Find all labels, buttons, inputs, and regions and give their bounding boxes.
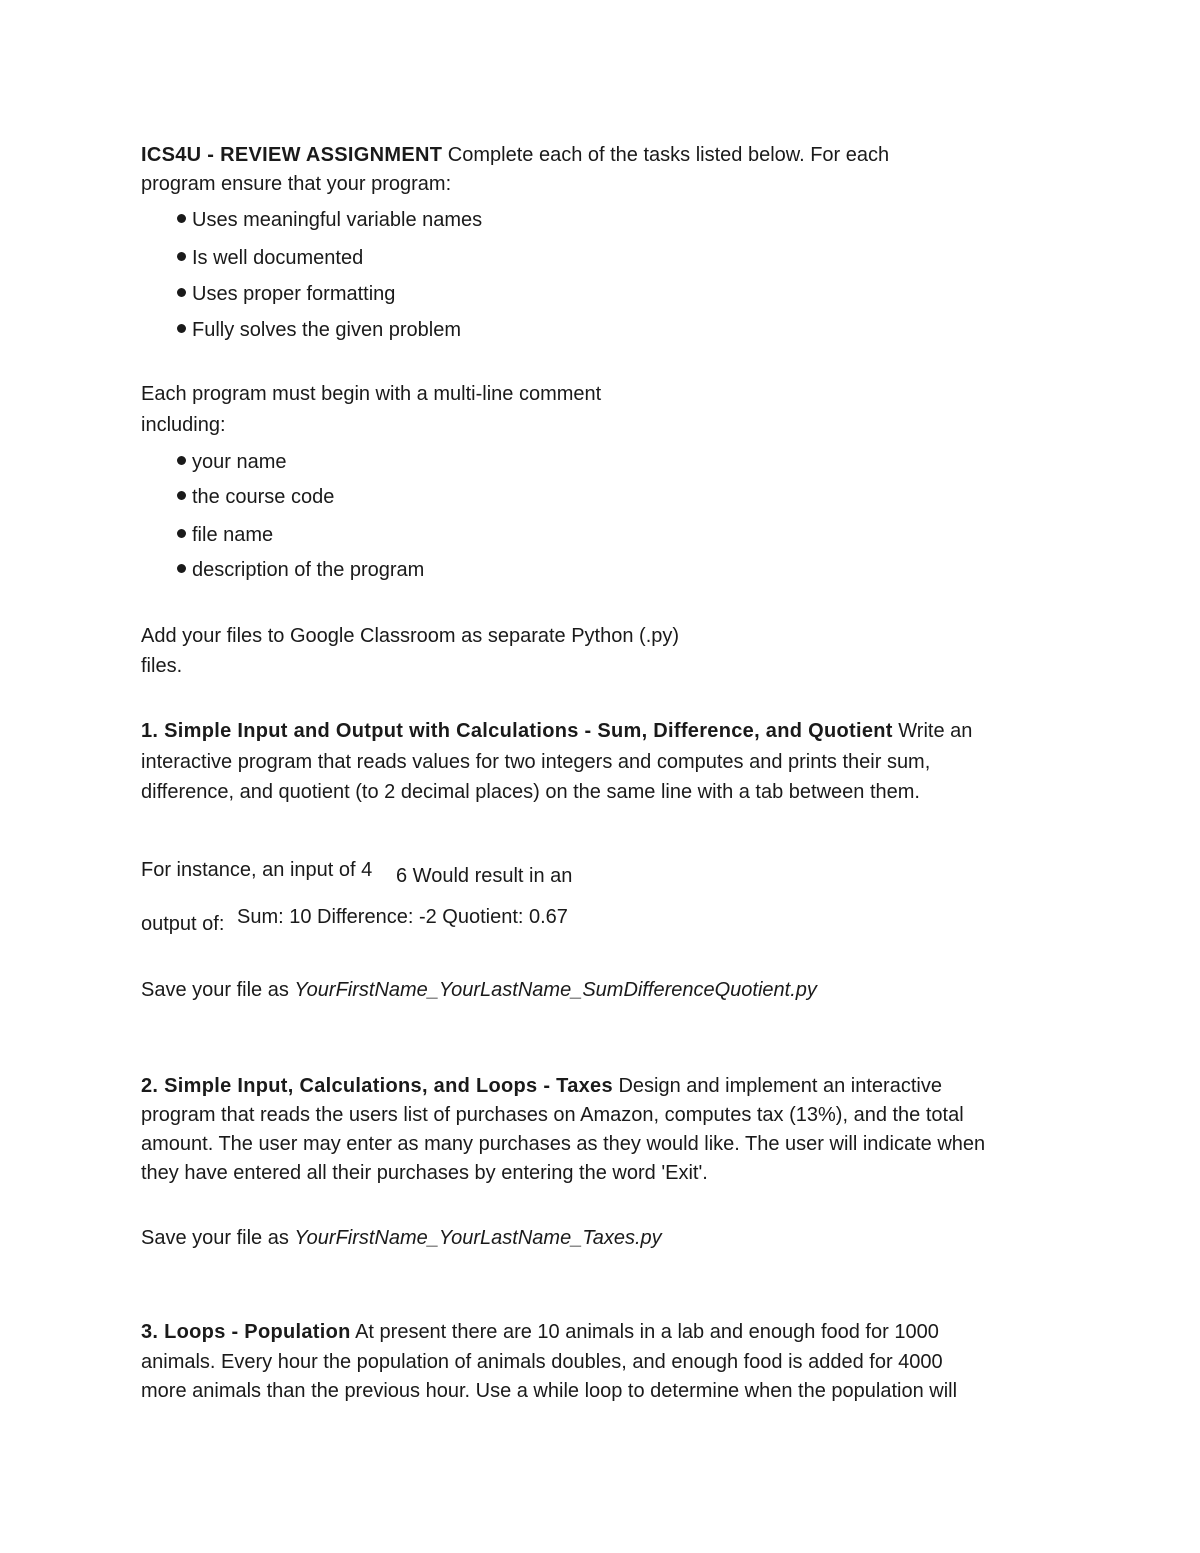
comment-item: the course code <box>177 485 334 509</box>
intro-line-2: program ensure that your program: <box>141 173 452 195</box>
assignment-title: ICS4U - REVIEW ASSIGNMENT <box>141 144 443 166</box>
task1-example-b: 6 Would result in an <box>396 865 573 887</box>
bullet-icon <box>177 456 186 465</box>
bullet-icon <box>177 529 186 538</box>
task1-title: 1. Simple Input and Output with Calculations - Sum, Difference, and Quotient <box>141 720 893 742</box>
task3-line-2: animals. Every hour the population of animals doubles, and enough food is added for 4000 <box>141 1351 943 1373</box>
bullet-icon <box>177 564 186 573</box>
task2-line-3: amount. The user may enter as many purchases as they would like. The user will indicate when <box>141 1133 986 1155</box>
task2-line-4: they have entered all their purchases by entering the word 'Exit'. <box>141 1162 708 1184</box>
task3-title: 3. Loops - Population <box>141 1321 351 1343</box>
comment-item: file name <box>177 523 273 547</box>
requirement-item: Uses meaningful variable names <box>177 208 482 232</box>
requirement-item: Uses proper formatting <box>177 282 395 306</box>
task1-line-2: interactive program that reads values for two integers and computes and prints their sum, <box>141 751 931 773</box>
task2-save-line: Save your file as YourFirstName_YourLastName_Taxes.py <box>141 1227 662 1249</box>
task1-filename: YourFirstName_YourLastName_SumDifferenceQuotient.py <box>294 979 817 1001</box>
task2-title: 2. Simple Input, Calculations, and Loops - Taxes <box>141 1075 613 1097</box>
requirement-item: Fully solves the given problem <box>177 318 461 342</box>
task1-output-value: Sum: 10 Difference: -2 Quotient: 0.67 <box>237 906 568 928</box>
task3-line-3: more animals than the previous hour. Use a while loop to determine when the population will <box>141 1380 958 1402</box>
bullet-icon <box>177 214 186 223</box>
comment-intro-line-2: including: <box>141 414 226 436</box>
intro-text: Complete each of the tasks listed below. For each <box>442 144 890 166</box>
submission-line-1: Add your files to Google Classroom as separate Python (.py) <box>141 625 680 647</box>
comment-item: your name <box>177 450 287 474</box>
task1-output-label: output of: <box>141 913 225 935</box>
bullet-icon <box>177 252 186 261</box>
task1-example-a: For instance, an input of 4 <box>141 859 373 881</box>
requirement-item: Is well documented <box>177 246 363 270</box>
task1-line-3: difference, and quotient (to 2 decimal places) on the same line with a tab between them. <box>141 781 920 803</box>
comment-item: description of the program <box>177 558 424 582</box>
task1-save-line: Save your file as YourFirstName_YourLastName_SumDifferenceQuotient.py <box>141 979 817 1001</box>
bullet-icon <box>177 491 186 500</box>
intro-line-1 <box>141 143 889 167</box>
task3-heading-line: 3. Loops - Population At present there are 10 animals in a lab and enough food for 1000 <box>141 1321 939 1343</box>
task2-line-2: program that reads the users list of purchases on Amazon, computes tax (13%), and the total <box>141 1104 964 1126</box>
task1-heading-line: 1. Simple Input and Output with Calculations - Sum, Difference, and Quotient Write an <box>141 720 973 742</box>
task2-heading-line: 2. Simple Input, Calculations, and Loops - Taxes Design and implement an interactive <box>141 1075 942 1097</box>
comment-intro-line-1: Each program must begin with a multi-line comment <box>141 383 602 405</box>
bullet-icon <box>177 288 186 297</box>
submission-line-2: files. <box>141 655 183 677</box>
bullet-icon <box>177 324 186 333</box>
task2-filename: YourFirstName_YourLastName_Taxes.py <box>294 1227 662 1249</box>
